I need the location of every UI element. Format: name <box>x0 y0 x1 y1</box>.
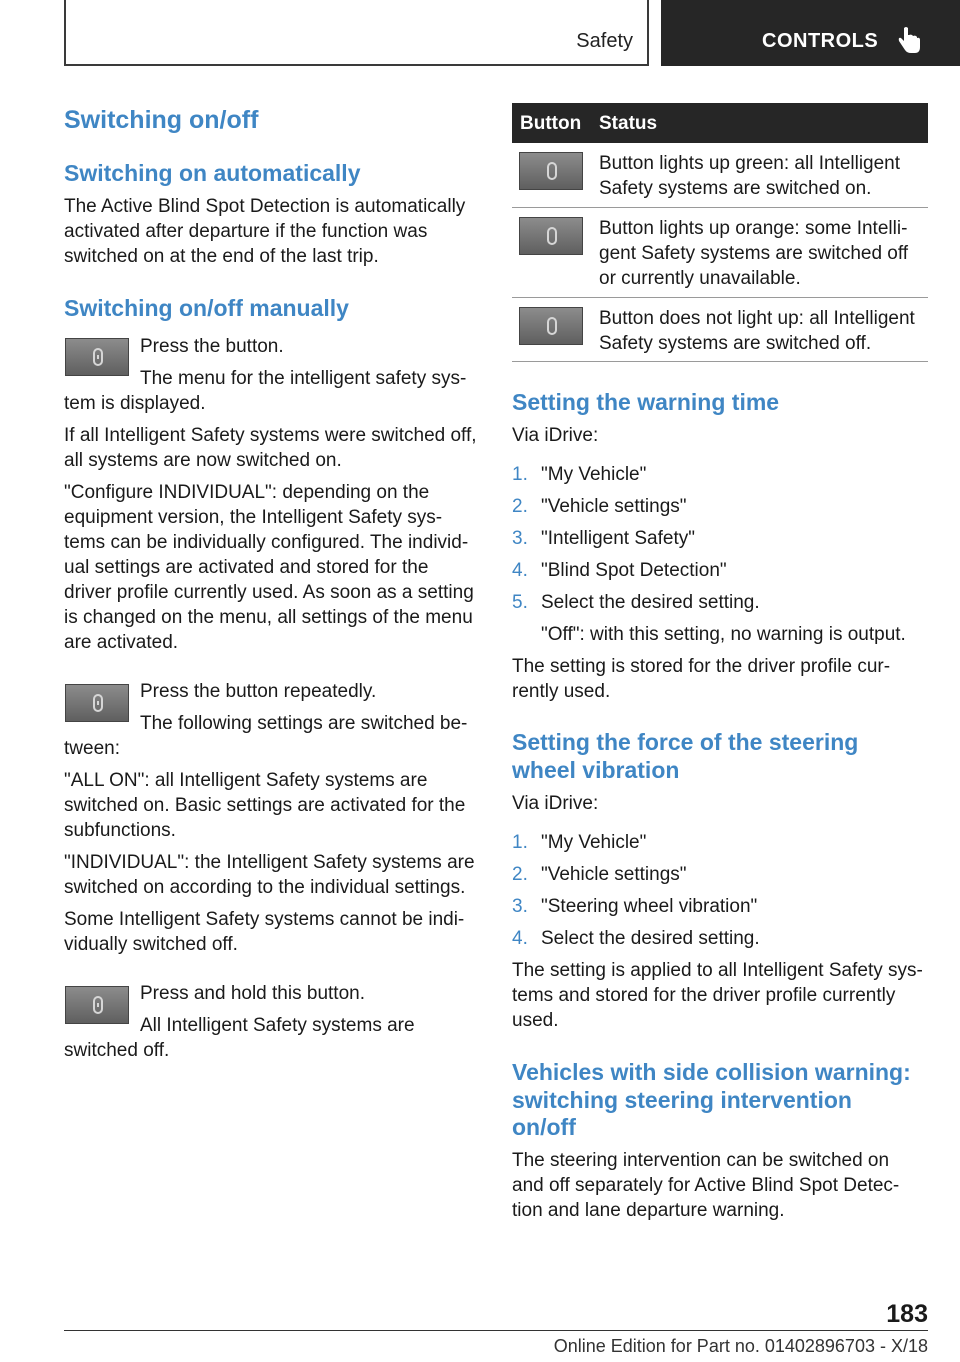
column-header-status: Status <box>599 113 658 134</box>
heading-steering-vibration: Setting the force of the steering <box>512 729 859 755</box>
table-cell-status: Safety systems are switched off. <box>599 333 872 354</box>
heading-side-collision: Vehicles with side collision warning: <box>512 1059 911 1085</box>
stored-text: rently used. <box>512 681 611 702</box>
intelligent-safety-button-icon <box>65 986 129 1024</box>
menu-text: tem is displayed. <box>64 393 206 414</box>
cannot-switch-text: vidually switched off. <box>64 934 238 955</box>
intelligent-safety-button-icon <box>519 152 583 190</box>
all-off-text: switched off. <box>64 1040 170 1061</box>
press-hold-instruction: Press and hold this button. <box>140 983 365 1004</box>
chapter-tab[interactable] <box>661 0 960 66</box>
section-title: Safety <box>576 30 633 52</box>
all-on-text: all systems are now switched on. <box>64 450 342 471</box>
all-on-setting-text: subfunctions. <box>64 820 176 841</box>
side-collision-text: and off separately for Active Blind Spot Detec- <box>512 1175 900 1196</box>
heading-warning-time: Setting the warning time <box>512 389 780 415</box>
configure-text: tems can be individually configured. The individ- <box>64 532 469 553</box>
individual-setting-text: switched on according to the individual settings. <box>64 877 466 898</box>
column-header-button: Button <box>520 113 582 134</box>
step-number: 3. <box>512 528 528 549</box>
header-section-box <box>64 0 649 66</box>
applied-text: The setting is applied to all Intelligent Safety sys- <box>512 960 923 981</box>
status-table-header <box>512 103 928 143</box>
all-on-setting-text: "ALL ON": all Intelligent Safety systems are <box>64 770 428 791</box>
step-number: 4. <box>512 928 528 949</box>
footer-edition: Online Edition for Part no. 01402896703 - X/18 <box>553 1336 928 1356</box>
heading-side-collision: switching steering intervention <box>512 1087 852 1113</box>
table-cell-status: Safety systems are switched on. <box>599 178 872 199</box>
configure-text: driver profile currently used. As soon as a setting <box>64 582 474 603</box>
table-cell-status: Button lights up green: all Intelligent <box>599 153 901 174</box>
table-row-divider <box>512 207 928 208</box>
table-cell-status: or currently unavailable. <box>599 268 801 289</box>
side-collision-text: The steering intervention can be switched on <box>512 1150 890 1171</box>
step-text: "My Vehicle" <box>541 464 647 485</box>
table-cell-status: gent Safety systems are switched off <box>599 243 909 264</box>
intelligent-safety-button-icon <box>519 217 583 255</box>
step-number: 2. <box>512 496 528 517</box>
table-row-divider <box>512 297 928 298</box>
heading-side-collision: on/off <box>512 1114 576 1140</box>
stored-text: The setting is stored for the driver profile cur- <box>512 656 891 677</box>
step-number: 1. <box>512 832 528 853</box>
table-cell-status: Button lights up orange: some Intelli- <box>599 218 908 239</box>
heading-switching-automatically: Switching on automatically <box>64 160 361 186</box>
all-off-text: All Intelligent Safety systems are <box>140 1015 415 1036</box>
table-row-divider <box>512 361 928 362</box>
step-number: 5. <box>512 592 528 613</box>
step-text: "Vehicle settings" <box>541 496 687 517</box>
intelligent-safety-button-icon <box>65 338 129 376</box>
chapter-title: CONTROLS <box>762 30 879 52</box>
configure-text: ual settings are activated and stored for the <box>64 557 429 578</box>
page-number: 183 <box>886 1300 928 1328</box>
off-note: "Off": with this setting, no warning is output. <box>541 624 906 645</box>
pointing-hand-icon <box>896 26 922 54</box>
intelligent-safety-button-icon <box>519 307 583 345</box>
press-instruction: Press the button. <box>140 336 284 357</box>
step-text: "Blind Spot Detection" <box>541 560 727 581</box>
press-repeat-instruction: Press the button repeatedly. <box>140 681 377 702</box>
switched-text: The following settings are switched be- <box>140 713 468 734</box>
individual-setting-text: "INDIVIDUAL": the Intelligent Safety systems are <box>64 852 475 873</box>
via-idrive-text: Via iDrive: <box>512 425 599 446</box>
step-text: Select the desired setting. <box>541 928 760 949</box>
page-title: Switching on/off <box>64 106 259 134</box>
footer-divider <box>64 1330 928 1331</box>
menu-text: The menu for the intelligent safety sys- <box>140 368 467 389</box>
step-number: 1. <box>512 464 528 485</box>
step-text: "My Vehicle" <box>541 832 647 853</box>
heading-switching-manually: Switching on/off manually <box>64 295 349 321</box>
step-number: 3. <box>512 896 528 917</box>
step-text: "Intelligent Safety" <box>541 528 695 549</box>
configure-text: are activated. <box>64 632 179 653</box>
configure-text: equipment version, the Intelligent Safety sys- <box>64 507 443 528</box>
step-text: Select the desired setting. <box>541 592 760 613</box>
intelligent-safety-button-icon <box>65 684 129 722</box>
configure-text: is changed on the menu, all settings of the menu <box>64 607 473 628</box>
via-idrive-text: Via iDrive: <box>512 793 599 814</box>
step-text: "Vehicle settings" <box>541 864 687 885</box>
auto-text-line: activated after departure if the function was <box>64 221 428 242</box>
heading-steering-vibration: wheel vibration <box>512 757 680 783</box>
all-on-text: If all Intelligent Safety systems were switched off, <box>64 425 477 446</box>
applied-text: tems and stored for the driver profile currently <box>512 985 896 1006</box>
step-number: 4. <box>512 560 528 581</box>
applied-text: used. <box>512 1010 559 1031</box>
table-cell-status: Button does not light up: all Intelligent <box>599 308 915 329</box>
switched-text: tween: <box>64 738 120 759</box>
auto-text-line: The Active Blind Spot Detection is automatically <box>64 196 466 217</box>
all-on-setting-text: switched on. Basic settings are activated for the <box>64 795 466 816</box>
cannot-switch-text: Some Intelligent Safety systems cannot be indi- <box>64 909 465 930</box>
step-text: "Steering wheel vibration" <box>541 896 758 917</box>
configure-text: "Configure INDIVIDUAL": depending on the <box>64 482 430 503</box>
step-number: 2. <box>512 864 528 885</box>
auto-text-line: switched on at the end of the last trip. <box>64 246 379 267</box>
side-collision-text: tion and lane departure warning. <box>512 1200 785 1221</box>
